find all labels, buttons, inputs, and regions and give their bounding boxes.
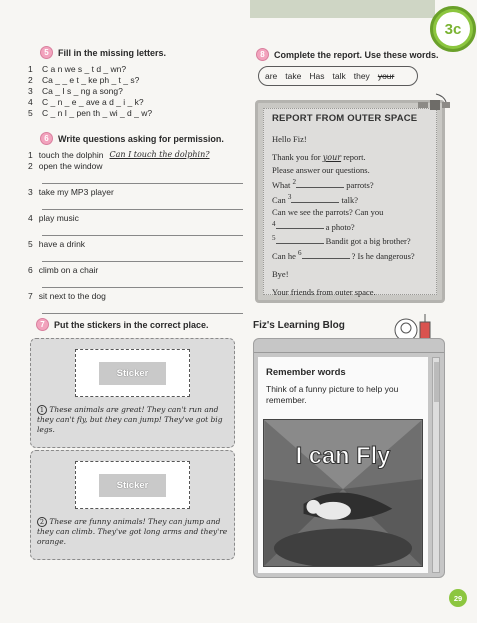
line-text[interactable]: C a n we s _ t d _ wn? <box>42 64 127 74</box>
report-title: REPORT FROM OUTER SPACE <box>272 113 418 124</box>
window-title-bar <box>254 339 444 353</box>
scrollbar-thumb[interactable] <box>434 362 439 402</box>
exercise-7-number: 7 <box>36 318 49 331</box>
word-item: talk <box>332 71 346 81</box>
prompt-text: play music <box>38 213 79 223</box>
blank-4[interactable] <box>276 228 324 229</box>
sticker-slot[interactable] <box>75 349 190 397</box>
blog-title: Fiz's Learning Blog <box>253 320 345 331</box>
answer-line[interactable] <box>42 302 243 314</box>
exercise-7-heading <box>36 318 209 331</box>
word-bank <box>258 66 418 86</box>
exercise-6-heading <box>40 132 224 145</box>
scrollbar[interactable] <box>432 357 440 573</box>
report-greeting: Hello Fiz! <box>272 134 307 144</box>
prompt-text: take my MP3 player <box>38 187 114 197</box>
report-body: Hello Fiz! Thank you for your report. Please answer our questions. What $^2$ parrots? Can $^3$ talk? Can we see the parrots? Can you $^4$ a photo? $^5$ Bandit got a big brother? Can he $^6$ ? Is he dangerous? Bye! Your friends from outer space. <box>272 133 428 298</box>
satellite-icon <box>416 92 452 120</box>
example-answer: your <box>322 153 342 162</box>
word-item: take <box>285 71 302 81</box>
exercise-6-title: Write questions asking for permission. <box>58 133 224 144</box>
sticker-label: Sticker <box>99 362 167 385</box>
list-item: 1 C a n we s _ t d _ wn? <box>28 64 127 74</box>
blog-window <box>253 338 445 578</box>
prompt-text: open the window <box>38 161 103 171</box>
list-item: 3 Ca _ I s _ ng a song? <box>28 86 123 96</box>
answer-line[interactable] <box>42 198 243 210</box>
line-text[interactable]: C _ n _ e _ ave a d _ i _ k? <box>42 97 144 107</box>
list-item: 2 open the window <box>28 161 103 171</box>
exercise-7-title: Put the stickers in the correct place. <box>54 319 209 330</box>
unit-badge <box>430 6 476 52</box>
sticker-box-2 <box>30 450 235 560</box>
list-item: 5 C _ n I _ pen th _ wi _ d _ w? <box>28 108 153 118</box>
sticker-box-1 <box>30 338 235 448</box>
line-text[interactable]: Ca _ _ e t _ ke ph _ t _ s? <box>42 75 140 85</box>
exercise-8-number: 8 <box>256 48 269 61</box>
answer-line[interactable] <box>42 250 243 262</box>
exercise-5-lines <box>28 64 228 119</box>
exercise-8-title: Complete the report. Use these words. <box>274 49 439 60</box>
blank-3[interactable] <box>291 202 339 203</box>
report-bye: Bye! <box>272 269 289 280</box>
list-item: 4 play music <box>28 213 79 223</box>
line-text[interactable]: C _ n I _ pen th _ wi _ d _ w? <box>42 108 153 118</box>
report-inner <box>263 108 437 298</box>
list-item: 4 C _ n _ e _ ave a d _ i _ k? <box>28 97 144 107</box>
blank-2[interactable] <box>296 187 344 188</box>
exercise-6-number: 6 <box>40 132 53 145</box>
sticker-description: 1 These animals are great! They can't run and they can't fly, but they can jump! They've got big legs. <box>37 405 223 434</box>
word-item: Has <box>309 71 325 81</box>
list-item: 1 touch the dolphin Can I touch the dolphin? <box>28 150 210 160</box>
header-band <box>250 0 435 18</box>
remember-text: Think of a funny picture to help you remember. <box>266 384 399 405</box>
blank-6[interactable] <box>302 258 350 259</box>
exercise-5-heading <box>40 46 166 59</box>
exercise-8-heading <box>256 48 439 61</box>
example-answer: Can I touch the dolphin? <box>109 150 210 159</box>
unit-badge-label: 3c <box>436 12 470 46</box>
page-number: 29 <box>449 589 467 607</box>
exercise-5-title: Fill in the missing letters. <box>58 47 167 58</box>
picture-caption: I can Fly <box>295 443 391 470</box>
blog-content <box>258 357 428 573</box>
report-line: Can we see the parrots? Can you <box>272 206 384 217</box>
answer-line[interactable] <box>42 172 243 184</box>
sticker-slot[interactable] <box>75 461 190 509</box>
report-signoff: Your friends from outer space. <box>272 287 376 298</box>
prompt-text: climb on a chair <box>38 265 99 275</box>
word-item-used: your <box>377 71 395 81</box>
list-item: 7 sit next to the dog <box>28 291 106 301</box>
list-item: 3 take my MP3 player <box>28 187 114 197</box>
prompt-text: have a drink <box>38 239 86 249</box>
blank-5[interactable] <box>276 243 324 244</box>
remember-title: Remember words <box>266 367 346 378</box>
prompt-text: sit next to the dog <box>38 291 106 301</box>
line-text[interactable]: Ca _ I s _ ng a song? <box>42 86 123 96</box>
report-card <box>255 100 445 303</box>
word-item: they <box>353 71 370 81</box>
prompt-text: touch the dolphin <box>38 150 104 160</box>
answer-line[interactable] <box>42 276 243 288</box>
list-item: 5 have a drink <box>28 239 86 249</box>
exercise-5-number: 5 <box>40 46 53 59</box>
list-item: 6 climb on a chair <box>28 265 99 275</box>
exercise-6-items <box>28 150 243 317</box>
answer-line[interactable] <box>42 224 243 236</box>
report-line: Please answer our questions. <box>272 165 370 175</box>
sticker-label: Sticker <box>99 474 167 497</box>
sticker-description: 2 These are funny animals! They can jump and they can climb. They've got long arms and they're orange. <box>37 517 228 546</box>
list-item: 2 Ca _ _ e t _ ke ph _ t _ s? <box>28 75 140 85</box>
flying-dog-picture <box>263 419 423 567</box>
word-item: are <box>265 71 278 81</box>
